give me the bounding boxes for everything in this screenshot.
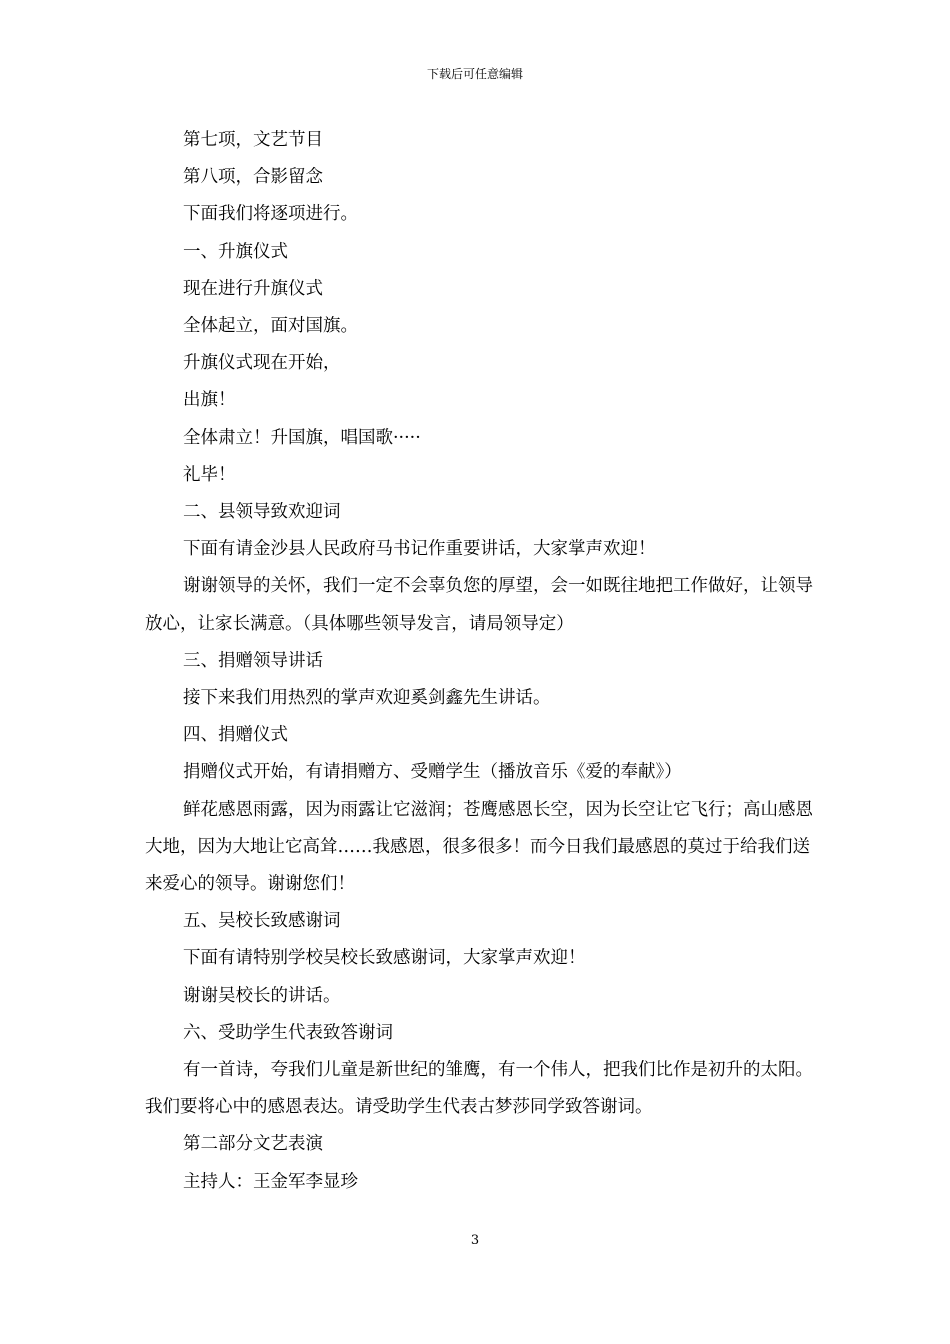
paragraph: 礼毕！	[183, 464, 236, 485]
paragraph: 第七项，文艺节目	[183, 130, 323, 150]
section-heading: 二、县领导致欢迎词	[183, 502, 341, 523]
section-heading: 六、受助学生代表致答谢词	[183, 1022, 393, 1043]
section-heading: 三、捐赠领导讲话	[183, 650, 323, 671]
paragraph: 升旗仪式现在开始，	[183, 353, 341, 374]
paragraph: 有一首诗，夸我们儿童是新世纪的雏鹰，有一个伟人，把我们比作是初升的太阳。我们要将心中的感恩表达。请受助学生代表古梦莎同学致答谢词。	[145, 1060, 813, 1118]
paragraph: 谢谢吴校长的讲话。	[183, 985, 341, 1006]
paragraph: 第八项，合影留念	[183, 167, 323, 188]
paragraph: 主持人：王金军李显珍	[183, 1171, 358, 1192]
page-number: 3	[470, 1233, 480, 1248]
paragraph: 全体肃立！升国旗，唱国歌·····	[183, 427, 421, 448]
paragraph: 下面我们将逐项进行。	[183, 204, 358, 225]
paragraph: 鲜花感恩雨露，因为雨露让它滋润；苍鹰感恩长空，因为长空让它飞行；高山感恩大地，因为大地让它高耸……我感恩，很多很多！而今日我们最感恩的莫过于给我们送来爱心的领导。谢谢您们！	[145, 799, 813, 895]
paragraph: 出旗！	[183, 390, 236, 411]
section-heading: 四、捐赠仪式	[183, 725, 288, 746]
paragraph: 下面有请金沙县人民政府马书记作重要讲话，大家掌声欢迎！	[183, 539, 656, 560]
paragraph: 谢谢领导的关怀，我们一定不会辜负您的厚望，会一如既往地把工作做好，让领导放心，让家长满意。（具体哪些领导发言，请局领导定）	[145, 576, 813, 634]
paragraph: 全体起立，面对国旗。	[183, 316, 358, 337]
paragraph: 现在进行升旗仪式	[183, 278, 323, 299]
page-header: 下载后可任意编辑	[426, 67, 523, 81]
paragraph: 下面有请特别学校吴校长致感谢词，大家掌声欢迎！	[183, 948, 586, 969]
section-heading: 五、吴校长致感谢词	[183, 911, 341, 932]
paragraph: 接下来我们用热烈的掌声欢迎奚剑鑫先生讲话。	[183, 688, 551, 709]
section-heading: 一、升旗仪式	[183, 241, 288, 262]
paragraph: 捐赠仪式开始，有请捐赠方、受赠学生（播放音乐《爱的奉献》）	[183, 762, 682, 783]
document-body	[145, 122, 815, 1201]
section-heading: 第二部分文艺表演	[183, 1134, 323, 1155]
